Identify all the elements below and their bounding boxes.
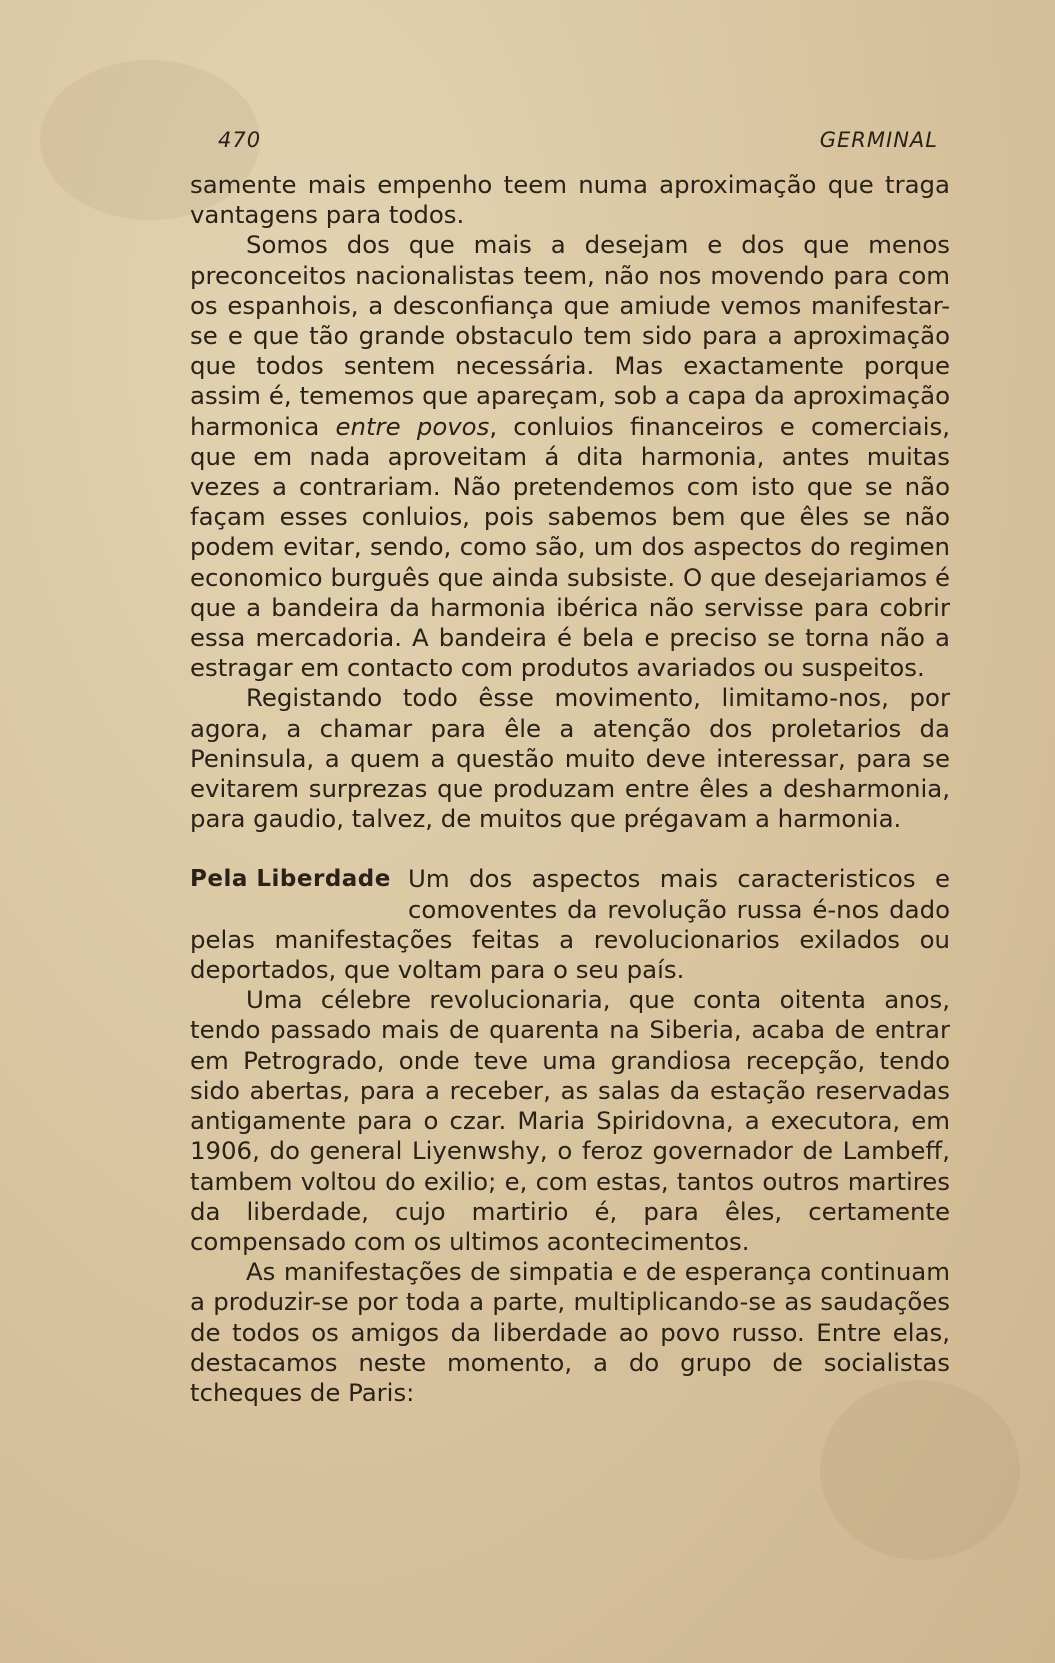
paragraph-1 xyxy=(190,170,950,230)
section-heading: Pela Liberdade xyxy=(190,866,391,893)
section-pela-liberdade xyxy=(190,864,950,1408)
section-paragraph-2: Uma célebre revolucionaria, que conta oitenta anos, tendo passado mais de quarenta na Siberia, acaba de entrar em Petrogrado, onde teve uma grandiosa recepção, tendo sido abertas, para a receber, as salas da estação reservadas antigamente para o czar. Maria Spiridovna, a executora, em 1906, do general Liyenwshy, o feroz governador de Lambeff, tambem voltou do exilio; e, com estas, tantos outros martires da liberdade, cujo martirio é, para êles, certamente compensado com os ultimos acontecimentos. xyxy=(190,985,950,1256)
running-title: GERMINAL xyxy=(819,128,938,152)
section-paragraph-3: As manifestações de simpatia e de esperança continuam a produzir-se por toda a parte, multiplicando-se as saudações de todos os amigos da liberdade ao povo russo. Entre elas, destacamos neste momento, a do grupo de socialistas tcheques de Paris: xyxy=(190,1257,950,1407)
section-paragraph-1: Um dos aspectos mais caracteristicos e comoventes da revolução russa é-nos dado pelas manifestações feitas a revolucionarios exilados ou deportados, que voltam para o seu país. xyxy=(190,864,950,985)
paragraph-text: samente mais empenho teem numa aproximação que traga vantagens para todos. xyxy=(190,170,950,230)
paragraph-2 xyxy=(190,230,950,683)
paragraph-text: Registando todo êsse movimento, limitamo-nos, por agora, a chamar para êle a atenção dos proletarios da Peninsula, a quem a questão muito deve interessar, para se evitarem surprezas que produzam entre êles a desharmonia, para gaudio, talvez, de muitos que prégavam a harmonia. xyxy=(190,683,950,834)
emphasis-text: entre povos xyxy=(335,411,490,441)
paragraph-3 xyxy=(190,683,950,834)
page-number: 470 xyxy=(218,128,262,152)
paragraph-text: Somos dos que mais a desejam e dos que menos preconceitos nacionalistas teem, não nos movendo para com os espanhois, a desconfiança que amiude vemos manifestar-se e que tão grande obstaculo tem sido para a aproximação que todos sentem necessária. Mas exactamente porque assim é, tememos que apareçam, sob a capa da aproximação harmonica xyxy=(190,230,950,441)
paragraph-text: , conluios financeiros e comerciais, que em nada aproveitam á dita harmonia, antes muitas vezes a contrariam. Não pretendemos com isto que se não façam esses conluios, pois sabemos bem que êles se não podem evitar, sendo, como são, um dos aspectos do regimen economico burguês que ainda subsiste. O que desejariamos é que a bandeira da harmonia ibérica não servisse para cobrir essa mercadoria. A bandeira é bela e preciso se torna não a estragar em contacto com produtos avariados ou suspeitos. xyxy=(190,411,950,683)
page-body xyxy=(190,170,950,1408)
page-header xyxy=(218,128,938,158)
